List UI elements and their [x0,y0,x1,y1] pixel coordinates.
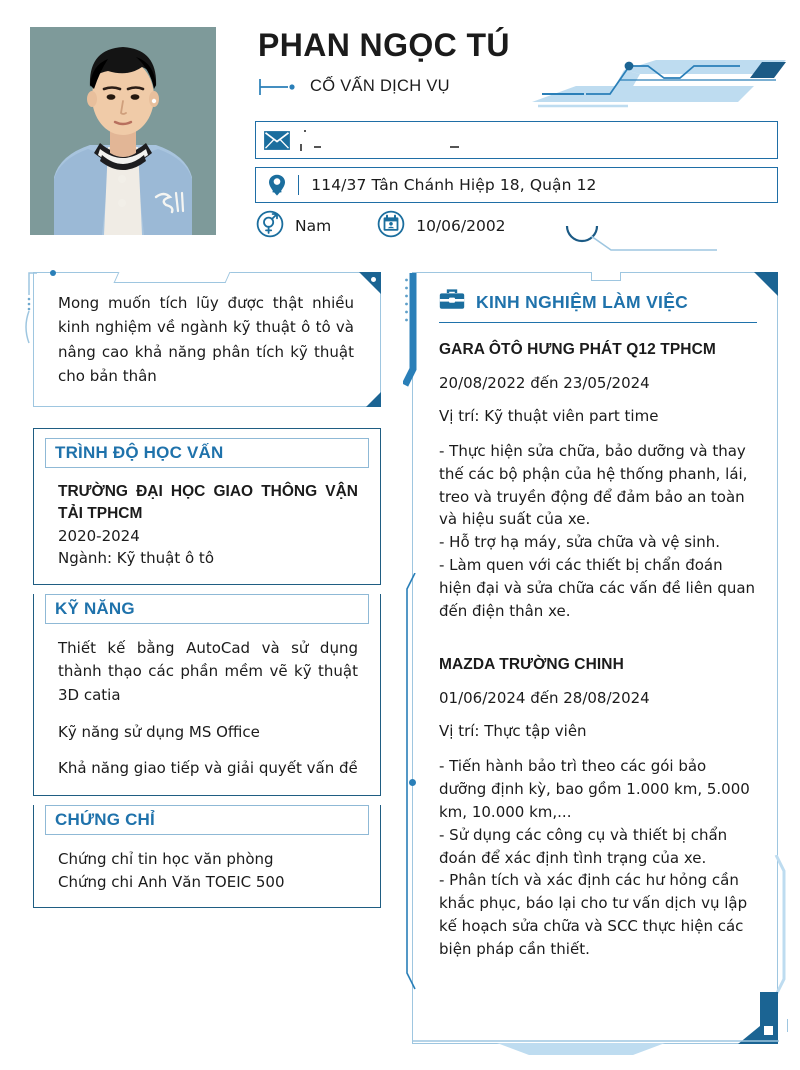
experience-date: 01/06/2024 đến 28/08/2024 [439,689,650,708]
right-column [400,272,800,1044]
section-header-education [45,438,369,468]
list-item: Chứng chỉ tin học văn phòng [58,850,274,868]
header-bottom-decoration [545,222,785,262]
resume-header [0,0,800,258]
resume-body [0,272,800,1044]
corner-block-bottom-right [738,992,778,1044]
experience-position: Vị trí: Thực tập viên [439,722,587,741]
meta-row [256,210,552,242]
meta-gender [256,210,331,242]
section-body-certificates [34,835,380,893]
experience-position: Vị trí: Kỹ thuật viên part time [439,407,659,425]
list-item: Kỹ năng sử dụng MS Office [58,722,260,741]
meta-birthdate [377,210,505,242]
list-item: Chứng chi Anh Văn TOEIC 500 [58,872,285,891]
section-body-education [34,468,380,569]
accent-dot [409,779,416,786]
list-item: - Tiến hành bảo trì theo các gói bảo dưỡng định kỳ, bao gồm 1.000 km, 5.000 km, 10.000 km,... [439,757,750,821]
left-bracket-decoration [25,271,39,391]
section-education [33,428,381,584]
page-edge-mark [787,1019,788,1032]
list-item: - Phân tích và xác định các hư hỏng cần khắc phục, báo lại cho tư vấn dịch vụ lập kế hoạch sửa chữa và SCC thực hiện các biện pháp cần thiết. [439,871,748,958]
identity-block [258,28,778,98]
notch-decoration [114,272,231,283]
bracket-dash-icon [258,77,302,97]
meta-gender-value: Nam [295,217,332,235]
section-body-skills [34,624,380,781]
contact-address-row [255,167,778,203]
corner-triangle-bottom-right [366,392,381,407]
email-icon [256,131,298,150]
list-item: - Sử dụng các công cụ và thiết bị chẩn đoán để xác định tình trạng của xe. [439,825,728,867]
redaction-marks [298,129,598,151]
list-item: - Làm quen với các thiết bị chẩn đoán hiện đại và sửa chữa các vấn đề liên quan đến điện thân xe. [439,555,756,620]
experience-company: MAZDA TRƯỜNG CHINH [439,656,624,674]
briefcase-icon [439,289,465,315]
experience-bullets [439,755,757,960]
dotted-accent-line [405,277,408,333]
bottom-decoration [413,1039,779,1059]
list-item: - Hỗ trợ hạ máy, sửa chữa và vệ sinh. [439,533,721,552]
contact-email-row [255,121,778,159]
role-row [258,76,778,98]
education-school: TRƯỜNG ĐẠI HỌC GIAO THÔNG VẬN TẢI TPHCM [58,483,358,523]
summary-text: Mong muốn tích lũy được thật nhiều kinh nghiệm về ngành kỹ thuật ô tô và nâng cao khả năng phân tích kỹ thuật cho bản thân [58,294,354,385]
corner-triangle-top-right [359,272,381,294]
experience-card [412,272,778,1044]
notch-decoration [591,272,621,281]
experience-bullets [439,440,757,622]
section-certificates [33,805,381,908]
right-border-decoration [772,855,788,995]
section-title: CHỨNG CHỈ [55,810,155,829]
calendar-icon [377,210,405,242]
list-item: Thiết kế bằng AutoCad và sử dụng thành thạo các phần mềm vẽ kỹ thuật 3D catia [58,638,358,704]
list-item: Khả năng giao tiếp và giải quyết vấn đề [58,759,358,778]
job-role: CỐ VẤN DỊCH VỤ [310,77,450,96]
location-pin-icon [256,174,298,197]
contact-address-value: 114/37 Tân Chánh Hiệp 18, Quận 12 [311,176,597,194]
list-item: - Thực hiện sửa chữa, bảo dưỡng và thay thế các bộ phận của hệ thống phanh, lái, treo và truyền động để đảm bảo an toàn và hiệu suất của xe. [439,442,748,529]
corner-dot [371,277,376,282]
corner-triangle-top-right [754,272,778,296]
section-title: KINH NGHIỆM LÀM VIỆC [476,291,689,312]
education-major: Ngành: Kỹ thuật ô tô [58,549,214,568]
summary-card [33,272,381,407]
gender-icon [256,210,284,242]
page-title: PHAN NGỌC TÚ [258,27,510,63]
section-title: TRÌNH ĐỘ HỌC VẤN [55,443,224,463]
experience-header [439,289,757,323]
meta-birthdate-value: 10/06/2002 [416,217,506,235]
section-title: KỸ NĂNG [55,598,135,618]
divider [298,175,299,195]
section-header-skills [45,594,369,624]
experience-date: 20/08/2022 đến 23/05/2024 [439,374,650,392]
section-header-certificates [45,805,369,835]
avatar [30,27,216,235]
education-years: 2020-2024 [58,527,140,546]
left-column [0,272,400,1044]
portrait-photo-icon [30,27,216,235]
experience-item [439,656,757,960]
experience-item [439,341,757,622]
section-skills [33,594,381,796]
experience-company: GARA ÔTÔ HƯNG PHÁT Q12 TPHCM [439,341,716,358]
accent-dot [50,270,56,276]
